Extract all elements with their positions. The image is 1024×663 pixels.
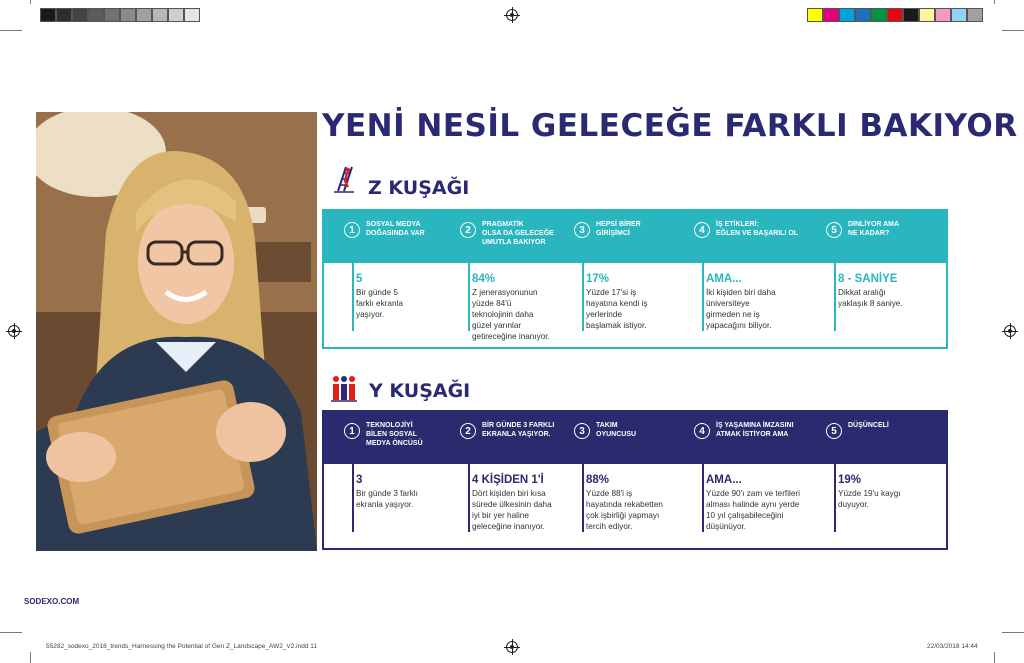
- color-swatch: [935, 8, 951, 22]
- crop-mark: [0, 30, 22, 31]
- z-item-divider: [702, 263, 704, 331]
- gray-swatch: [152, 8, 168, 22]
- z-item-stat: 17%: [586, 273, 610, 285]
- z-item-description: Yüzde 17'si iş hayatına kendi iş yerlerinde başlamak istiyor.: [586, 288, 648, 330]
- y-item-divider: [352, 464, 354, 532]
- y-item-number: 4: [694, 423, 710, 439]
- y-item-divider: [582, 464, 584, 532]
- y-item-number: 3: [574, 423, 590, 439]
- y-item-description: Yüzde 90'ı zam ve terfileri alması halinde aynı yerde 10 yıl çalışabileceğini düşünüyor.: [706, 489, 800, 531]
- z-item-stat: 84%: [472, 273, 496, 285]
- gray-swatch: [184, 8, 200, 22]
- y-item-stat: 88%: [586, 474, 610, 486]
- y-item-heading: DÜŞÜNCELİ: [848, 422, 889, 429]
- z-item-divider: [468, 263, 470, 331]
- y-item-stat: 19%: [838, 474, 862, 486]
- registration-mark-left: [8, 325, 20, 337]
- gray-swatch: [56, 8, 72, 22]
- gray-swatch-bar: [40, 8, 200, 22]
- team-figures-icon: [330, 374, 358, 402]
- y-item-heading: BİR GÜNDE 3 FARKLI EKRANLA YAŞIYOR.: [482, 422, 555, 438]
- y-item-heading: İŞ YAŞAMINA İMZASINI ATMAK İSTİYOR AMA: [716, 422, 794, 438]
- z-item-divider: [352, 263, 354, 331]
- color-swatch: [887, 8, 903, 22]
- brand-url: SODEXO.COM: [24, 597, 80, 606]
- color-swatch: [871, 8, 887, 22]
- color-swatch: [839, 8, 855, 22]
- z-item-heading: PRAGMATİK OLSA DA GELECEĞE UMUTLA BAKIYOR: [482, 221, 554, 246]
- registration-mark-top: [506, 9, 518, 21]
- y-item-description: Yüzde 19'u kaygı duyuyor.: [838, 489, 901, 509]
- y-item-stat: 4 KİŞİDEN 1'İ: [472, 474, 544, 486]
- y-item-heading: TAKIM OYUNCUSU: [596, 422, 637, 438]
- z-item-description: Dikkat aralığı yaklaşık 8 saniye.: [838, 288, 903, 308]
- crop-mark: [30, 652, 31, 663]
- color-swatch: [903, 8, 919, 22]
- color-swatch: [823, 8, 839, 22]
- y-item-number: 5: [826, 423, 842, 439]
- z-item-stat: AMA...: [706, 273, 742, 285]
- y-generation-panel: [322, 410, 948, 550]
- y-item-description: Yüzde 88'i iş hayatında rekabetten çok işbirliği yapmayı tercih ediyor.: [586, 489, 663, 531]
- crop-mark: [0, 632, 22, 633]
- z-item-stat: 8 - SANİYE: [838, 273, 898, 285]
- crop-mark: [994, 0, 995, 4]
- z-item-description: Bir günde 5 farklı ekranla yaşıyor.: [356, 288, 403, 319]
- z-item-heading: HEPSİ BİRER GİRİŞİMCİ: [596, 221, 641, 237]
- color-swatch: [967, 8, 983, 22]
- color-swatch: [807, 8, 823, 22]
- gray-swatch: [40, 8, 56, 22]
- y-generation-title: Y KUŞAĞI: [369, 380, 471, 402]
- crop-mark: [30, 0, 31, 4]
- z-item-number: 2: [460, 222, 476, 238]
- z-item-description: Z jenerasyonunun yüzde 84'ü teknolojinin daha güzel yarınlar getireceğine inanıyor.: [472, 288, 550, 341]
- z-item-divider: [582, 263, 584, 331]
- z-item-heading: DİNLİYOR AMA NE KADAR?: [848, 221, 900, 237]
- gray-swatch: [136, 8, 152, 22]
- gray-swatch: [104, 8, 120, 22]
- z-generation-title: Z KUŞAĞI: [368, 177, 470, 199]
- z-item-number: 1: [344, 222, 360, 238]
- gray-swatch: [72, 8, 88, 22]
- page-title: YENİ NESİL GELECEĞE FARKLI BAKIYOR: [322, 108, 1018, 144]
- y-item-stat: 3: [356, 474, 363, 486]
- z-item-heading: İŞ ETİKLERİ: EĞLEN VE BAŞARILI OL: [716, 221, 799, 237]
- registration-mark-right: [1004, 325, 1016, 337]
- y-item-divider: [702, 464, 704, 532]
- y-item-number: 1: [344, 423, 360, 439]
- y-item-heading: TEKNOLOJİYİ BİLEN SOSYAL MEDYA ÖNCÜSÜ: [366, 422, 423, 447]
- registration-mark-bottom: [506, 641, 518, 653]
- y-item-description: Dört kişiden biri kısa sürede ülkesinin daha iyi bir yer haline geleceğine inanıyor.: [472, 489, 552, 531]
- print-date: 22/03/2018 14:44: [927, 643, 978, 650]
- crop-mark: [1002, 632, 1024, 633]
- gray-swatch: [168, 8, 184, 22]
- z-item-number: 5: [826, 222, 842, 238]
- file-slug: 55282_sodexo_2018_trends_Harnessing the Potential of Gen Z_Landscape_AW2_V2.indd 11: [46, 643, 318, 650]
- color-swatch: [919, 8, 935, 22]
- ladder-climber-icon: [332, 165, 356, 193]
- gray-swatch: [120, 8, 136, 22]
- color-swatch-bar: [807, 8, 983, 22]
- z-item-number: 4: [694, 222, 710, 238]
- z-generation-panel: [322, 209, 948, 349]
- y-item-description: Bir günde 3 farklı ekranla yaşıyor.: [356, 489, 418, 509]
- z-item-stat: 5: [356, 273, 363, 285]
- crop-mark: [1002, 30, 1024, 31]
- color-swatch: [951, 8, 967, 22]
- z-item-heading: SOSYAL MEDYA DOĞASINDA VAR: [366, 221, 425, 237]
- y-item-divider: [834, 464, 836, 532]
- z-item-description: İki kişiden biri daha üniversiteye girmeden ne iş yapacağını biliyor.: [706, 288, 776, 330]
- color-swatch: [855, 8, 871, 22]
- y-item-divider: [468, 464, 470, 532]
- crop-mark: [994, 652, 995, 663]
- y-item-stat: AMA...: [706, 474, 742, 486]
- z-item-number: 3: [574, 222, 590, 238]
- y-item-number: 2: [460, 423, 476, 439]
- z-item-divider: [834, 263, 836, 331]
- gray-swatch: [88, 8, 104, 22]
- woman-with-tablet-photo: [36, 112, 317, 551]
